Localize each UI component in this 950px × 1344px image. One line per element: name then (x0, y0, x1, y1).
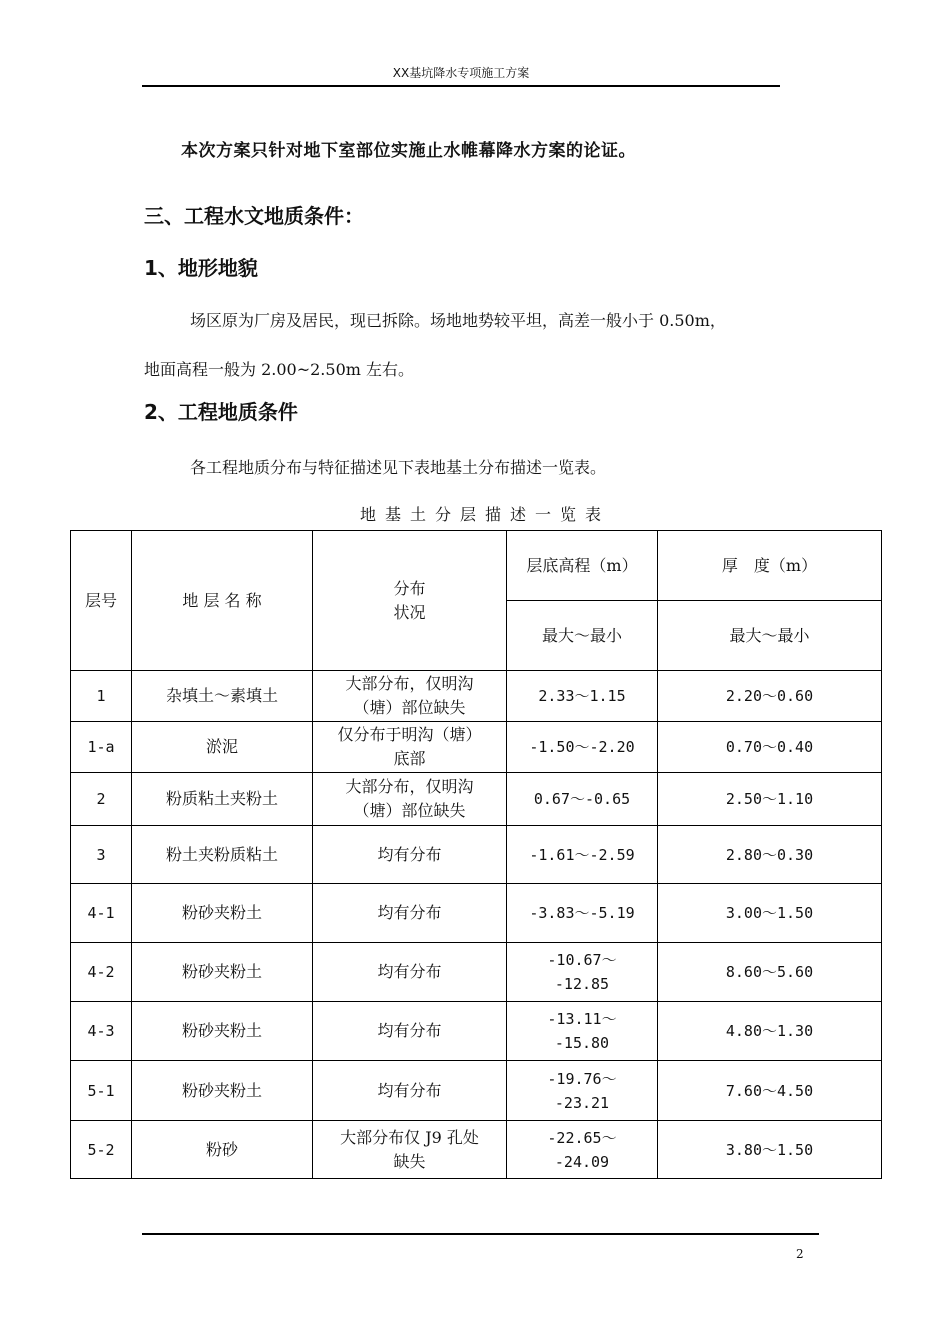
cell-layer-no (71, 826, 132, 884)
cell-bottom-elevation (507, 671, 658, 722)
cell-distribution-line1: 大部分布仅 J9 孔处 (340, 1127, 479, 1147)
cell-bottom-elevation-line2: -24.09 (554, 1152, 610, 1171)
header-bottom-elevation: 层底高程（m） (507, 531, 658, 601)
cell-layer-name (132, 1121, 313, 1179)
cell-layer-name (132, 722, 313, 773)
cell-bottom-elevation (507, 722, 658, 773)
cell-layer-no (71, 884, 132, 943)
cell-distribution (313, 1002, 507, 1061)
cell-bottom-elevation-line2: -15.80 (554, 1034, 610, 1052)
subheader-thickness-range: 最大～最小 (658, 601, 882, 671)
cell-thickness (658, 884, 882, 943)
cell-thickness (658, 773, 882, 826)
cell-layer-name-line1: 粉砂夹粉土 (181, 1021, 262, 1040)
cell-distribution (313, 884, 507, 943)
page-number: 2 (796, 1247, 804, 1261)
table-row (71, 943, 882, 1002)
cell-layer-no (71, 1002, 132, 1061)
subheader-elevation-range: 最大～最小 (507, 601, 658, 671)
cell-bottom-elevation (507, 773, 658, 826)
cell-thickness-line1: 4.80～1.30 (725, 1022, 814, 1040)
table-row (71, 826, 882, 884)
cell-bottom-elevation (507, 1002, 658, 1061)
header-rule (142, 85, 780, 87)
cell-layer-name-line1: 粉砂夹粉土 (181, 962, 262, 981)
cell-layer-name (132, 826, 313, 884)
cell-layer-no-line1: 4-1 (87, 904, 115, 922)
table-row (71, 773, 882, 826)
cell-distribution-line2: （塘）部位缺失 (353, 698, 466, 717)
cell-thickness (658, 1061, 882, 1121)
cell-distribution (313, 943, 507, 1002)
cell-layer-no (71, 943, 132, 1002)
cell-distribution-line1: 大部分布，仅明沟 (345, 777, 474, 796)
cell-thickness (658, 826, 882, 884)
cell-distribution-line1: 大部分布，仅明沟 (345, 674, 474, 693)
geology-paragraph: 各工程地质分布与特征描述见下表地基土分布描述一览表。 (190, 458, 607, 477)
cell-layer-name (132, 884, 313, 943)
cell-distribution-line1: 均有分布 (377, 1021, 442, 1040)
cell-layer-name-line1: 粉砂夹粉土 (181, 903, 262, 922)
table-row (71, 1121, 882, 1179)
cell-layer-name (132, 671, 313, 722)
footer-rule (142, 1233, 819, 1235)
cell-layer-no-line1: 4-2 (87, 963, 115, 981)
cell-layer-no (71, 671, 132, 722)
cell-thickness-line1: 0.70～0.40 (725, 738, 814, 756)
cell-bottom-elevation-line2: -12.85 (554, 975, 610, 993)
cell-layer-name (132, 773, 313, 826)
cell-layer-name-line1: 粉土夹粉质粘土 (165, 844, 278, 864)
cell-bottom-elevation (507, 943, 658, 1002)
cell-bottom-elevation (507, 884, 658, 943)
cell-thickness-line1: 2.80～0.30 (725, 845, 814, 864)
header-distribution-line2: 状况 (393, 602, 426, 622)
terrain-paragraph-line1: 场区原为厂房及居民，现已拆除。场地地势较平坦，高差一般小于 0.50m， (190, 311, 726, 330)
cell-distribution (313, 722, 507, 773)
cell-layer-name-line1: 粉砂夹粉土 (181, 1080, 262, 1100)
cell-distribution-line1: 均有分布 (377, 903, 442, 922)
subsection-heading-geology: 2、工程地质条件 (144, 400, 298, 424)
cell-bottom-elevation-line1: -10.67～ (547, 951, 617, 969)
section-heading: 三、工程水文地质条件： (144, 204, 364, 228)
cell-distribution-line2: 缺失 (393, 1151, 426, 1171)
cell-thickness-line1: 8.60～5.60 (725, 963, 814, 981)
cell-bottom-elevation (507, 1061, 658, 1121)
header-distribution-line1: 分布 (393, 578, 426, 598)
cell-layer-no (71, 1061, 132, 1121)
table-row (71, 884, 882, 943)
cell-bottom-elevation-line1: -22.65～ (547, 1128, 617, 1147)
terrain-paragraph-line2: 地面高程一般为 2.00~2.50m 左右。 (144, 360, 415, 379)
cell-bottom-elevation-line1: -19.76～ (547, 1069, 617, 1088)
cell-thickness-line1: 3.00～1.50 (725, 904, 814, 922)
cell-layer-name-line1: 杂填土～素填土 (165, 686, 278, 705)
table-title: 地基土分层描述一览表 (360, 505, 611, 524)
cell-bottom-elevation-line2: -23.21 (554, 1093, 610, 1112)
table-row (71, 1061, 882, 1121)
cell-thickness (658, 722, 882, 773)
cell-distribution-line1: 均有分布 (377, 1080, 442, 1100)
page-header-title: XX基坑降水专项施工方案 (392, 66, 530, 80)
cell-thickness (658, 1121, 882, 1179)
cell-thickness-line1: 2.50～1.10 (725, 790, 814, 808)
header-layer-name: 地 层 名 称 (132, 531, 313, 671)
cell-layer-no-line1: 5-2 (87, 1140, 115, 1159)
cell-layer-no-line1: 1 (96, 687, 106, 705)
cell-thickness (658, 1002, 882, 1061)
cell-distribution-line2: 底部 (393, 749, 426, 768)
soil-layer-table (70, 530, 882, 1179)
cell-distribution (313, 1061, 507, 1121)
cell-layer-no (71, 722, 132, 773)
cell-layer-name (132, 1061, 313, 1121)
cell-bottom-elevation (507, 1121, 658, 1179)
cell-layer-no-line1: 5-1 (87, 1081, 115, 1100)
lead-paragraph: 本次方案只针对地下室部位实施止水帷幕降水方案的论证。 (181, 141, 636, 161)
cell-bottom-elevation-line1: -13.11～ (547, 1010, 617, 1028)
cell-layer-name-line1: 粉质粘土夹粉土 (165, 789, 278, 808)
cell-distribution-line1: 均有分布 (377, 844, 442, 864)
cell-thickness-line1: 7.60～4.50 (725, 1081, 814, 1100)
table-row (71, 671, 882, 722)
cell-bottom-elevation-line1: 0.67～-0.65 (533, 790, 631, 808)
cell-layer-no-line1: 3 (96, 845, 106, 864)
cell-distribution (313, 671, 507, 722)
cell-bottom-elevation-line1: 2.33～1.15 (538, 687, 626, 705)
cell-layer-no-line1: 2 (96, 790, 106, 808)
cell-thickness (658, 671, 882, 722)
cell-layer-name-line1: 粉砂 (205, 1139, 238, 1159)
cell-distribution (313, 773, 507, 826)
header-thickness: 厚 度（m） (658, 531, 882, 601)
cell-bottom-elevation-line1: -1.50～-2.20 (529, 738, 635, 756)
header-layer-no: 层号 (71, 531, 132, 671)
cell-layer-name (132, 943, 313, 1002)
cell-bottom-elevation (507, 826, 658, 884)
cell-thickness-line1: 2.20～0.60 (725, 687, 814, 705)
cell-distribution-line2: （塘）部位缺失 (353, 801, 466, 820)
cell-thickness-line1: 3.80～1.50 (725, 1140, 814, 1159)
cell-layer-no (71, 773, 132, 826)
table-row (71, 722, 882, 773)
cell-distribution (313, 1121, 507, 1179)
cell-bottom-elevation-line1: -3.83～-5.19 (529, 904, 635, 922)
cell-distribution (313, 826, 507, 884)
subsection-heading-terrain: 1、地形地貌 (144, 256, 258, 280)
cell-distribution-line1: 仅分布于明沟（塘） (337, 725, 482, 744)
table-header-row (71, 531, 882, 601)
cell-thickness (658, 943, 882, 1002)
cell-layer-name (132, 1002, 313, 1061)
header-distribution (313, 531, 507, 671)
cell-layer-no-line1: 4-3 (87, 1022, 115, 1040)
cell-layer-no (71, 1121, 132, 1179)
table-row (71, 1002, 882, 1061)
cell-layer-no-line1: 1-a (87, 738, 115, 756)
cell-layer-name-line1: 淤泥 (205, 737, 238, 756)
cell-bottom-elevation-line1: -1.61～-2.59 (529, 845, 635, 864)
cell-distribution-line1: 均有分布 (377, 962, 442, 981)
